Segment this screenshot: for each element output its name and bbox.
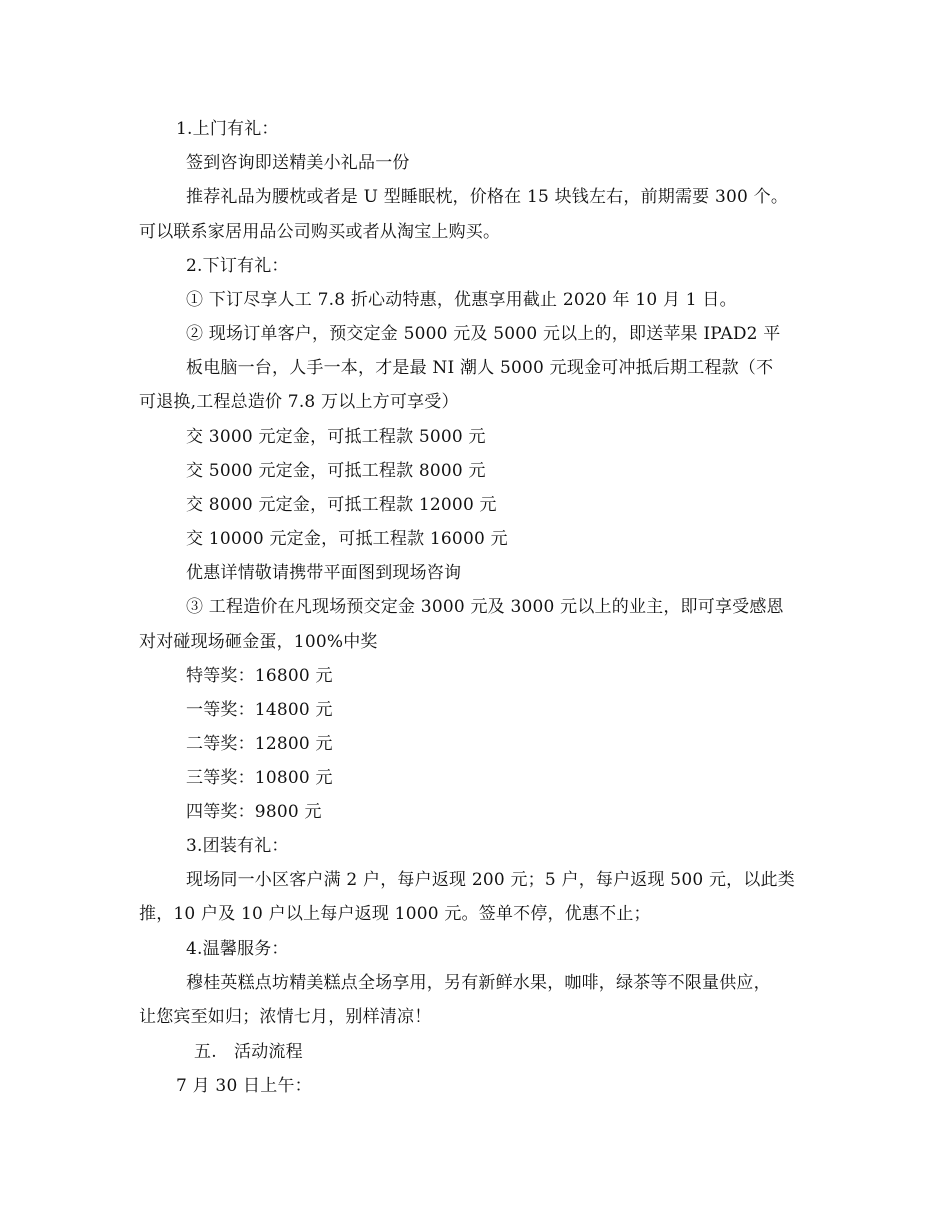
paragraph-line: 让您宾至如归；浓情七月，别样清凉！: [139, 1007, 432, 1027]
deposit-item: 交 8000 元定金，可抵工程款 12000 元: [186, 495, 497, 515]
paragraph-line: 签到咨询即送精美小礼品一份: [186, 153, 410, 173]
paragraph-line: 7 月 30 日上午：: [176, 1076, 312, 1096]
paragraph-line: 对对碰现场砸金蛋，100%中奖: [139, 632, 378, 652]
chapter-heading: 五. 活动流程: [194, 1042, 303, 1062]
paragraph-line: 推，10 户及 10 户以上每户返现 1000 元。签单不停，优惠不止；: [139, 904, 651, 924]
prize-item: 二等奖：12800 元: [186, 734, 333, 754]
deposit-item: 交 10000 元定金，可抵工程款 16000 元: [186, 529, 508, 549]
section-heading: 1.上门有礼：: [176, 119, 279, 139]
section-heading: 4.温馨服务：: [186, 939, 289, 959]
paragraph-line: 穆桂英糕点坊精美糕点全场享用，另有新鲜水果，咖啡，绿茶等不限量供应，: [186, 973, 771, 993]
paragraph-line: 可退换,工程总造价 7.8 万以上方可享受）: [139, 392, 459, 412]
prize-item: 一等奖：14800 元: [186, 700, 333, 720]
paragraph-line: 可以联系家居用品公司购买或者从淘宝上购买。: [139, 222, 501, 242]
paragraph-line: ① 下订尽享人工 7.8 折心动特惠，优惠享用截止 2020 年 10 月 1 日。: [186, 290, 737, 310]
paragraph-line: 现场同一小区客户满 2 户，每户返现 200 元；5 户，每户返现 500 元，以此类: [186, 870, 795, 890]
prize-item: 四等奖：9800 元: [186, 802, 322, 822]
paragraph-line: 优惠详情敬请携带平面图到现场咨询: [186, 563, 462, 583]
deposit-item: 交 5000 元定金，可抵工程款 8000 元: [186, 461, 486, 481]
paragraph-line: 板电脑一台，人手一本，才是最 NI 潮人 5000 元现金可冲抵后期工程款（不: [186, 358, 774, 378]
section-heading: 3.团装有礼：: [186, 836, 289, 856]
deposit-item: 交 3000 元定金，可抵工程款 5000 元: [186, 427, 486, 447]
paragraph-line: ③ 工程造价在凡现场预交定金 3000 元及 3000 元以上的业主，即可享受感恩: [186, 597, 784, 617]
section-heading: 2.下订有礼：: [186, 256, 289, 276]
prize-item: 特等奖：16800 元: [186, 666, 333, 686]
prize-item: 三等奖：10800 元: [186, 768, 333, 788]
paragraph-line: 推荐礼品为腰枕或者是 U 型睡眠枕，价格在 15 块钱左右，前期需要 300 个。: [186, 187, 789, 207]
paragraph-line: ② 现场订单客户，预交定金 5000 元及 5000 元以上的，即送苹果 IPAD2 平: [186, 324, 781, 344]
